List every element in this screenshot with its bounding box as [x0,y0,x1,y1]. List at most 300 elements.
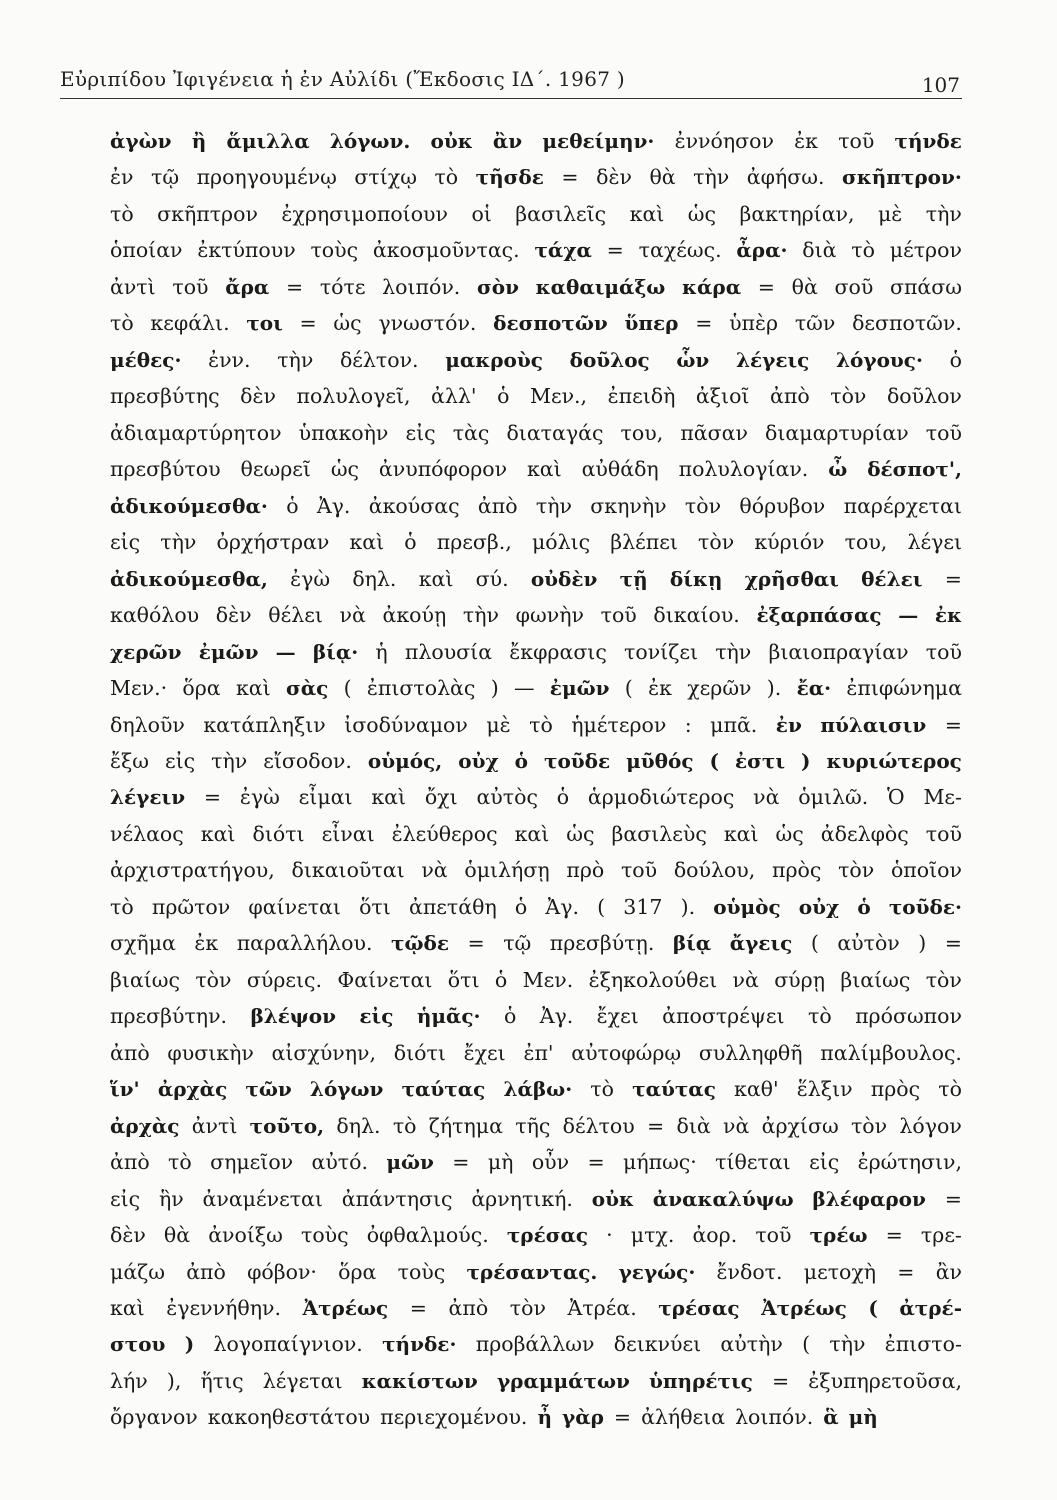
text-line [110,889,962,925]
gloss-word: σκηνὴν [590,493,667,518]
gloss-word: νὰ [732,967,759,992]
lemma-word: μακροὺς [445,347,543,372]
lemma-word: τῇ [619,566,648,591]
gloss-word: ( [802,1332,811,1357]
gloss-word: μετοχὴ [803,1259,877,1284]
lemma-word: ἀγὼν [110,129,172,153]
lemma-word: λέγεις [735,347,810,372]
gloss-word: τοῦ [172,274,209,299]
gloss-word: ἀπὸ [477,493,518,518]
gloss-word: ἰσοδύναμον [344,712,468,737]
gloss-word: = [409,1296,427,1320]
gloss-word: πρεσβ., [436,530,512,555]
lemma-word: σκῆπτρον· [841,165,962,190]
gloss-word: ἀνοίξω [208,1223,283,1248]
gloss-word: ἣν [158,1186,184,1211]
gloss-word: τὴν [160,530,197,555]
text-line [110,852,962,888]
gloss-word: καὶ [200,821,236,846]
text-line [110,779,962,815]
gloss-word: τὸ [110,201,134,226]
lemma-word: τοῦδε [543,748,611,773]
gloss-word: ἐξηκολούθει [588,967,718,992]
gloss-word: τοῦ [838,129,875,153]
text-line [110,707,962,743]
gloss-word: ἀρχιστρατήγου, [110,858,275,883]
gloss-word: ὁμιλῶ. [798,785,869,810]
lemma-word: ἢ [191,129,207,153]
lemma-word: ἔα· [796,676,832,701]
lemma-word: χρῆσθαι [744,566,839,591]
gloss-word: τοῦ [620,858,658,883]
lemma-word: λόγους· [836,347,923,372]
gloss-word: = [299,311,317,336]
gloss-word: τοῦ [600,603,637,628]
gloss-word: ὁ [949,347,962,372]
lemma-word: κυριώτερος [826,748,962,773]
gloss-word: ἐκ [648,676,672,701]
lemma-word: τοῦτο, [249,1113,325,1138]
gloss-word: εἶναι [321,821,375,846]
gloss-word: ). [766,676,782,701]
gloss-word: δὲν [240,384,276,409]
lemma-word: σὸν [476,274,519,299]
lemma-word: δίκῃ [669,566,723,591]
gloss-word: 317 [623,894,663,919]
lemma-word: ἆρα· [736,238,788,263]
gloss-word: τοὺς [397,1259,446,1284]
gloss-word: ἀπὸ [110,1150,150,1175]
text-line [110,1363,962,1399]
gloss-word: μὲ [486,712,511,737]
gloss-word: προβάλλων [475,1332,595,1357]
text-line [110,196,962,232]
lemma-word: θέλει [861,566,923,591]
gloss-word: Ἀγ. [545,894,579,919]
gloss-word: ( [624,676,633,701]
gloss-word: ἔχει [596,1004,639,1029]
lemma-word: ἐμῶν [198,639,259,664]
lemma-word: — [898,603,919,628]
lemma-word: κάρα [682,274,742,299]
gloss-word: = [757,274,775,299]
gloss-word: ἐπιστολὰς [366,676,476,701]
gloss-word: τῷ [503,931,532,956]
gloss-word: ἀπάντησις [341,1186,453,1211]
gloss-word: ὀρχήστραν [216,530,330,555]
gloss-word: τὴν [715,639,752,664]
text-line [110,305,962,341]
lemma-word: ἅμιλλα [226,129,310,153]
lemma-word: οὐχ [798,894,840,919]
gloss-word: λέγεται [262,1368,343,1393]
lemma-word: μῦθός [626,748,694,773]
lemma-word: βλέψον [250,1004,336,1029]
gloss-word: καὶ [418,566,454,591]
gloss-word: Ἀτρέα. [567,1296,637,1320]
gloss-word: ἐπιφώνημα [846,676,962,701]
gloss-word: λέγει [907,530,962,555]
gloss-word: τὴν [211,748,248,773]
gloss-word: Ὁ [887,785,905,810]
gloss-word: φωνὴν [515,603,584,628]
gloss-word: χερῶν [687,676,752,701]
gloss-word: ἀρνητική. [471,1186,573,1211]
lemma-word: ταύτας [632,1077,716,1102]
gloss-word: καὶ [110,1296,145,1320]
gloss-word: νὰ [421,858,448,883]
gloss-word: Μεν. [522,967,574,992]
gloss-word: πρῶτον [151,894,231,919]
gloss-word: τότε [319,274,366,299]
lemma-word: μῶν [386,1150,434,1175]
gloss-word: ἐγεννήθην. [166,1296,281,1320]
lemma-word: τρέσας [506,1223,589,1248]
lemma-word: ἄγεις [729,931,793,956]
lemma-word: οὐκ [591,1186,634,1211]
gloss-word: ἐξυπηρετοῦσα, [808,1368,962,1393]
gloss-word: σκῆπτρον [157,201,258,226]
gloss-word: = [647,1113,665,1138]
gloss-word: τὸ [392,1113,417,1138]
running-title: Εὐριπίδου Ἰφιγένεια ἡ ἐν Αὐλίδι (Ἔκδοσις ΙΔ΄. 1967 ) [60,67,626,91]
gloss-word: εἰς [405,420,436,445]
gloss-word: αὐτὸν [837,931,900,956]
gloss-word: γνωστόν. [378,311,477,336]
lemma-word: λόγων [309,1077,384,1102]
gloss-word: καὶ [371,785,407,810]
gloss-word: διότι [252,821,305,846]
lemma-word: ἵν' [110,1077,140,1102]
gloss-word: ἁρμοδιώτερος [587,785,735,810]
gloss-word: ὁ [556,785,570,810]
gloss-word: τῆς [515,1113,551,1138]
lemma-word: βλέφαρον [812,1186,926,1211]
gloss-word: του, [620,420,664,445]
gloss-word: τὰς [452,420,490,445]
lemma-word: ἀδικούμεσθα, [110,566,268,591]
lemma-word: ἀρχὰς [157,1077,228,1102]
lemma-word: δέσποτ', [867,457,962,482]
gloss-word: ὡς [330,457,360,482]
gloss-word: καὶ [526,457,562,482]
gloss-word: = [944,931,962,956]
gloss-word: ) [918,931,927,956]
gloss-word: οὖν [531,1150,570,1175]
gloss-word: ἀντὶ [110,274,156,299]
gloss-word: πρεσβύτην. [110,1004,228,1029]
lemma-word: γεγώς· [618,1259,696,1284]
gloss-word: βακτηρίαν, [739,201,855,226]
lemma-word: ὑπηρέτις [649,1368,753,1393]
text-line [110,1108,962,1144]
gloss-word: ἀκούῃ [382,603,447,628]
lemma-word: — [275,639,296,664]
gloss-word: πᾶσαν [680,420,748,445]
gloss-word: καὶ [235,676,271,701]
gloss-word: κεφάλι. [150,311,230,336]
gloss-word: εἰς [110,1186,141,1211]
gloss-word: ἐπ' [523,1040,554,1065]
gloss-word: ἀντὶ [191,1113,238,1138]
gloss-word: ἀνυπόφορον [378,457,508,482]
gloss-word: δηλ. [336,1113,381,1138]
gloss-word: αὐθάδη [581,457,659,482]
gloss-word: κατάπληξιν [203,712,326,737]
gloss-word: = [944,712,962,737]
gloss-word: ἐλεύθερος [391,821,498,846]
text-line [110,451,962,487]
gloss-word: σύρεις. [246,967,323,992]
text-line [110,1399,962,1435]
gloss-word: σύρῃ [774,967,825,992]
gloss-word: θεωρεῖ [240,457,311,482]
gloss-word: φαίνεται [248,894,341,919]
gloss-word: ὅτι [447,967,480,992]
gloss-word: τὴν [535,493,572,518]
gloss-word: — [513,676,535,701]
gloss-word: τὸν [838,858,875,883]
gloss-word: δηλοῦν [110,712,185,737]
gloss-word: τῷ [150,165,180,190]
gloss-word: δικαιοῦται [291,858,405,883]
gloss-word: = [695,311,713,336]
lemma-word: εἰς [359,1004,394,1029]
lemma-word: ἀρχὰς [110,1113,180,1138]
gloss-word: τὸν [830,384,867,409]
gloss-word: μὲ [877,201,903,226]
gloss-word: = [606,238,624,263]
gloss-word: παρέρχεται [843,493,962,518]
gloss-word: οἱ [471,201,492,226]
gloss-word: σχῆμα [110,931,176,956]
text-line [110,1144,962,1180]
gloss-word: ὁ [503,1004,517,1029]
gloss-word: δεσποτῶν. [852,311,962,336]
lemma-word: λέγειν [110,785,186,810]
gloss-word: ἐγὼ [290,566,331,591]
text-line [110,415,962,451]
gloss-word: λοιπόν. [382,274,461,299]
gloss-word: τὸ [110,311,134,336]
gloss-word: αἰσχύνην, [271,1040,377,1065]
lemma-word: ἐκ [934,603,962,628]
text-line [110,524,962,560]
gloss-word: = [285,274,304,299]
gloss-word: ὁ [497,384,510,409]
gloss-word: τοῦ [755,1223,792,1248]
lemma-word: τῆσδε [475,165,544,190]
text-line [110,634,962,670]
gloss-word: τρε- [920,1223,962,1248]
page-number: 107 [921,73,960,97]
gloss-word: ἔκφρασις [509,639,607,664]
gloss-word: αὐτὴν [720,1332,783,1357]
gloss-word: αὐτὸς [476,785,538,810]
gloss-word: · [606,1223,613,1248]
gloss-word: νὰ [723,1113,750,1138]
gloss-word: ἀπὸ [770,384,810,409]
gloss-word: διαταγάς [506,420,604,445]
gloss-word: τὸ [938,1077,962,1102]
gloss-word: πρὸ [566,858,605,883]
gloss-word: βλέπει [610,530,678,555]
gloss-word: ἂν [935,1259,962,1284]
gloss-word: ὡς [687,201,716,226]
gloss-word: μτχ. [630,1223,675,1248]
gloss-word: βιαίως [110,967,180,992]
gloss-word: κακοηθεστάτου [207,1405,371,1430]
gloss-word: ἡμέτερον [571,712,667,737]
gloss-word: βιαιοπραγίαν [768,639,909,664]
lemma-word: ὕπερ [624,311,679,336]
lemma-word: μεθείμην· [542,129,655,153]
lemma-word: τήνδε· [382,1332,457,1357]
gloss-word: βιαίως [840,967,911,992]
gloss-word: μὴ [487,1150,514,1175]
gloss-word: ἐρώτησιν, [857,1150,962,1175]
text-line [110,1254,962,1290]
text-line [110,1181,962,1217]
gloss-word: ἐχρησιμοποίουν [281,201,448,226]
gloss-word: τοὺς [300,1223,349,1248]
lemma-word: ἐξαρπάσας [756,603,882,628]
lemma-word: ( [709,748,719,773]
gloss-word: ἀποστρέψει [662,1004,785,1029]
gloss-word: καθόλου [110,603,200,628]
gloss-word: ὄργανον [110,1405,198,1430]
gloss-word: του, [844,530,888,555]
gloss-word: ὁ [514,894,528,919]
lemma-word: τῶν [245,1077,292,1102]
gloss-word: προηγουμένῳ [196,165,337,190]
gloss-word: = [613,1405,632,1430]
gloss-word: πρεσβύτης [110,384,220,409]
gloss-word: ζήτημα [428,1113,503,1138]
gloss-word: λόγον [899,1113,962,1138]
gloss-word: πολυλογεῖ, [296,384,411,409]
lemma-word: ἀνακαλύψω [652,1186,794,1211]
gloss-word: δέλτου [562,1113,635,1138]
gloss-word: καὶ [629,201,665,226]
gloss-word: ἀπὸ [448,1296,489,1320]
gloss-word: ὑπακοὴν [298,420,389,445]
lemma-word: ὁ [514,748,528,773]
gloss-word: πλουσία [404,639,493,664]
text-line [110,816,962,852]
gloss-word: πολυλογίαν. [678,457,809,482]
gloss-word: τοῦ [925,639,962,664]
text-line [110,1217,962,1253]
lemma-word: στου [110,1332,166,1357]
lemma-word: δεσποτῶν [493,311,608,336]
gloss-word: νὰ [339,603,366,628]
gloss-word: σπάσω [889,274,962,299]
gloss-word: λογοπαίγνιον. [213,1332,363,1357]
lemma-word: γὰρ [562,1405,604,1430]
gloss-word: θόρυβον [739,493,826,518]
gloss-word: τονίζει [624,639,698,664]
gloss-word: Μεν.· [110,676,168,701]
gloss-word: τὸν [850,1113,888,1138]
lemma-word: οὑμὸς [713,894,781,919]
gloss-word: νέλαος [110,821,184,846]
gloss-word: ἀδιαμαρτύρητον [110,420,282,445]
gloss-word: τὴν [277,347,314,372]
gloss-word: περιεχομένου. [380,1405,528,1430]
gloss-word: ὑπὲρ [729,311,779,336]
gloss-word: ( [597,894,606,919]
gloss-word: διότι [393,1040,446,1065]
gloss-word: διὰ [802,238,837,263]
gloss-word: τοῦ [925,420,962,445]
gloss-word: τὸ [851,238,875,263]
lemma-word: πύλαισιν [820,712,927,737]
lemma-word: ἃ [823,1405,839,1430]
gloss-word: Μεν., [529,384,588,409]
gloss-word: δὲν [596,165,632,190]
gloss-word: = [203,785,222,810]
gloss-word: διὰ [676,1113,711,1138]
gloss-word: πρόσωπον [855,1004,962,1029]
gloss-word: δηλ. [352,566,397,591]
gloss-word: : [684,712,692,737]
gloss-word: ἥτις [200,1368,244,1393]
gloss-word: ταχέως. [638,238,722,263]
gloss-word: τοῦ [925,821,962,846]
lemma-word: λόγων. [329,129,411,153]
text-line [110,670,962,706]
gloss-word: ἀκούσας [368,493,460,518]
gloss-word: = [452,1150,470,1175]
gloss-word: ἐπιστο- [884,1332,962,1357]
gloss-word: τίθεται [715,1150,791,1175]
lemma-word: οὐχ [458,748,499,773]
gloss-word: ὡς [333,311,362,336]
gloss-word: καὶ [723,821,759,846]
lemma-word: ἡμᾶς· [416,1004,481,1029]
gloss-word: ἐπειδὴ [607,384,676,409]
gloss-word: ἀπὸ [186,1259,226,1284]
lemma-word: κακίστων [361,1368,478,1393]
gloss-word: ἀξιοῖ [695,384,750,409]
lemma-word: ὧν [676,347,710,372]
text-line [110,1035,962,1071]
gloss-word: μάζω [110,1259,165,1284]
gloss-word: παραλλήλου. [236,931,373,956]
gloss-word: τὴν [693,165,730,190]
gloss-word: κύριόν [754,530,825,555]
gloss-word: ἀπετάθη [408,894,497,919]
gloss-word: μπᾶ. [710,712,758,737]
gloss-word: λήν [110,1368,148,1393]
gloss-word: καὶ [514,821,550,846]
gloss-word: ἐκ [194,931,219,956]
gloss-word: ἀορ. [692,1223,738,1248]
gloss-word: ὄχι [424,785,458,810]
gloss-word: δούλου, [673,858,756,883]
gloss-word: τὸν [509,1296,546,1320]
page-header [60,64,962,99]
gloss-word: σύ. [475,566,509,591]
lemma-word: Ἀτρέως [761,1296,847,1320]
lemma-word: ἐν [775,712,802,737]
gloss-word: ( [343,676,352,701]
gloss-word: ὀφθαλμούς. [366,1223,489,1248]
gloss-word: τὸν [195,967,232,992]
gloss-word: ἐν [110,165,134,190]
gloss-word: σοῦ [834,274,874,299]
